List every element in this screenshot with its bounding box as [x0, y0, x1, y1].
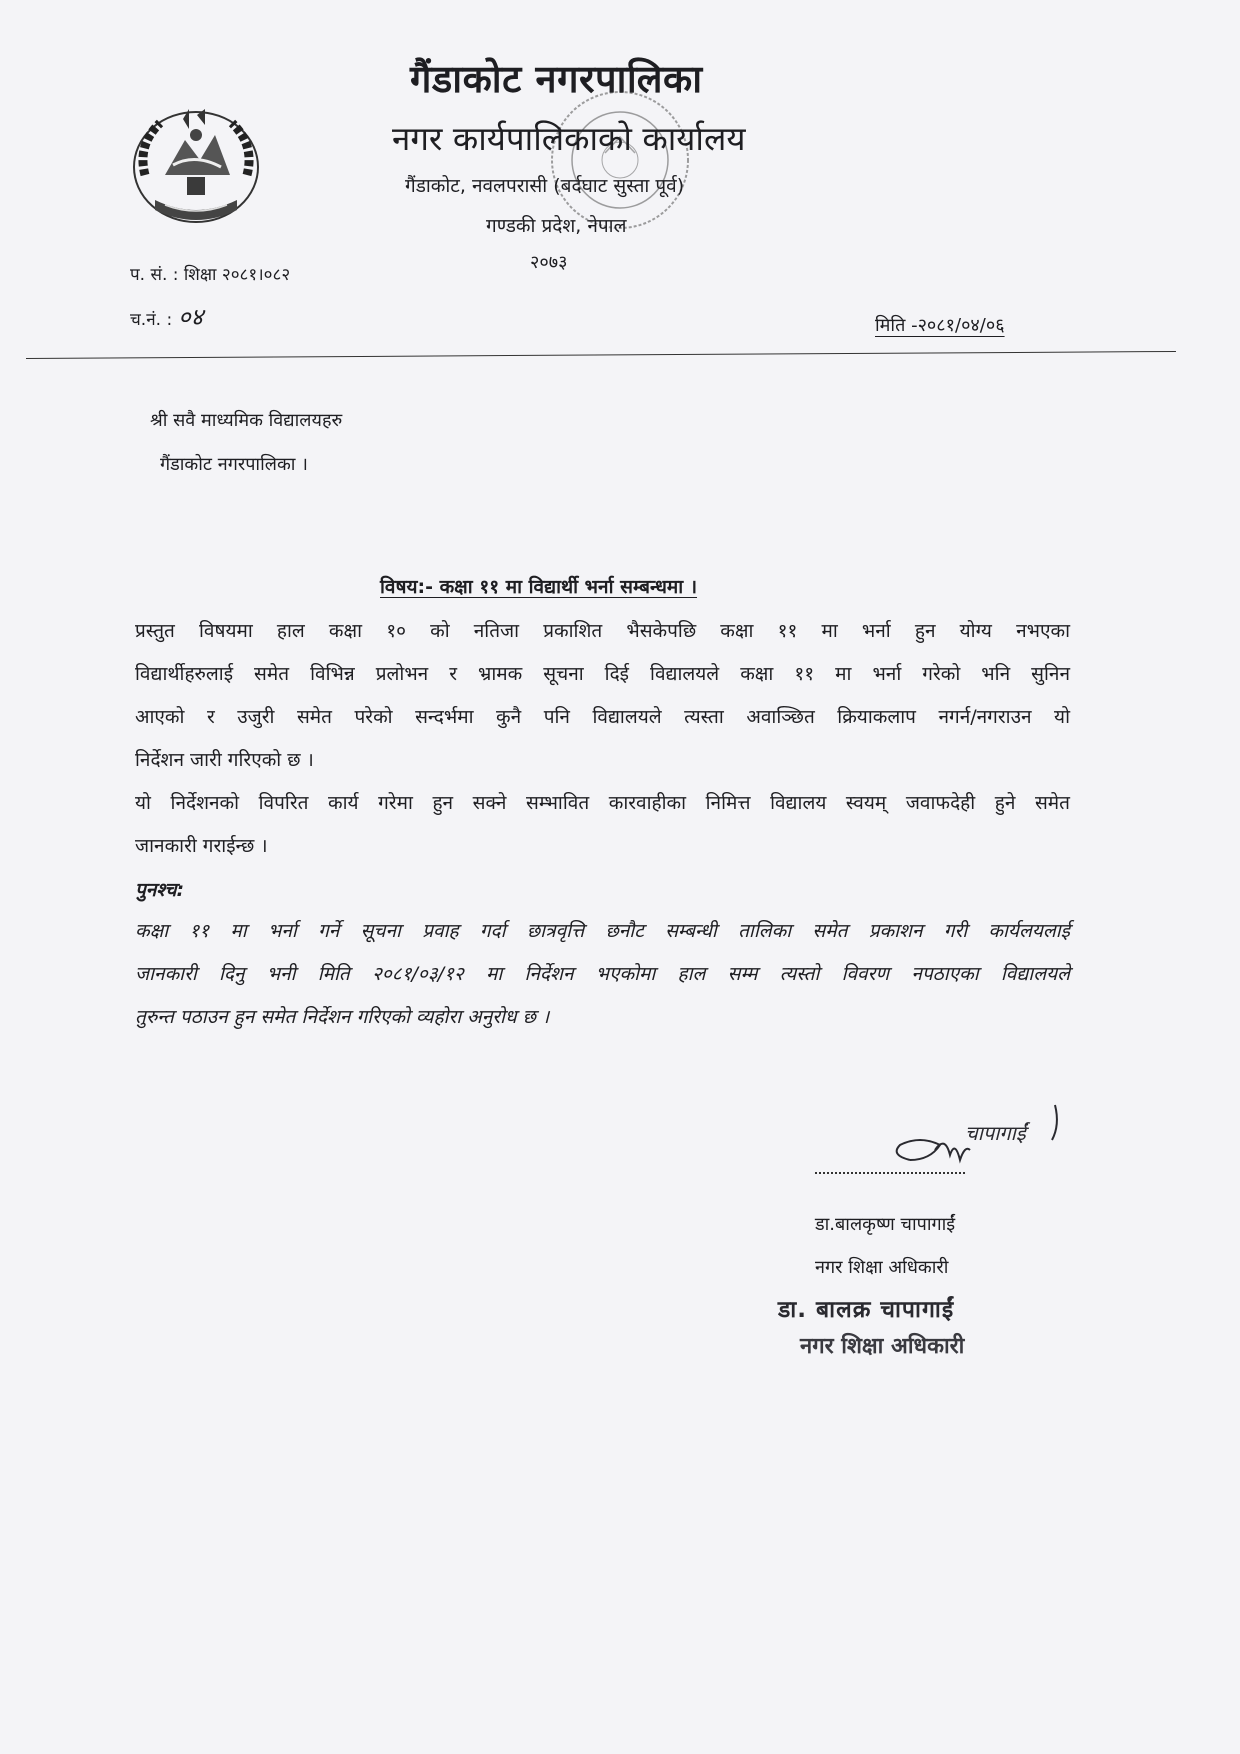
- established-year: २०७३: [530, 252, 568, 273]
- dispatch-value: ०४: [178, 303, 204, 331]
- postscript-line: जानकारी दिनु भनी मिति २०८१/०३/१२ मा निर्देशन भएकोमा हाल सम्म त्यस्तो विवरण नपठाएका विद्यालयले: [135, 963, 1070, 985]
- postscript-line: तुरुन्त पठाउन हुन समेत निर्देशन गरिएको व्यहोरा अनुरोध छ ।: [135, 1006, 550, 1028]
- signer-title: नगर शिक्षा अधिकारी: [815, 1257, 949, 1278]
- nepal-government-emblem-icon: [125, 105, 267, 235]
- stamp-signer-name: डा. बालक्र चापागाईं: [778, 1297, 955, 1323]
- stamp-signer-title: नगर शिक्षा अधिकारी: [800, 1334, 965, 1359]
- body-line: निर्देशन जारी गरिएको छ ।: [135, 749, 314, 771]
- body-line: विद्यार्थीहरुलाई समेत विभिन्न प्रलोभन र भ्रामक सूचना दिई विद्यालयले कक्षा ११ मा भर्ना गरेको भनि सुनिन: [135, 663, 1070, 685]
- body-line: जानकारी गराईन्छ ।: [135, 835, 268, 857]
- dispatch-label: च.नं. :: [130, 310, 173, 330]
- postscript-line: कक्षा ११ मा भर्ना गर्ने सूचना प्रवाह गर्दा छात्रवृत्ति छनौट सम्बन्धी तालिका समेत प्रकाशन गरी कार्यलयलाई: [135, 920, 1070, 942]
- letter-date: मिति -२०८१/०४/०६: [875, 315, 1005, 336]
- recipient-line-1: श्री सवै माध्यमिक विद्यालयहरु: [150, 410, 343, 431]
- body-line: प्रस्तुत विषयमा हाल कक्षा १० को नतिजा प्रकाशित भैसकेपछि कक्षा ११ मा भर्ना हुन योग्य नभएका: [135, 620, 1070, 642]
- letter-body: [135, 610, 1070, 1039]
- office-name: नगर कार्यपालिकाको कार्यालय: [392, 119, 746, 158]
- postscript-heading: पुनश्च:: [135, 879, 185, 901]
- body-line: आएको र उजुरी समेत परेको सन्दर्भमा कुनै पनि विद्यालयले त्यस्ता अवाञ्छित क्रियाकलाप नगर्न/नगराउन यो: [135, 706, 1070, 728]
- signature-line: [815, 1172, 965, 1174]
- body-line: यो निर्देशनको विपरित कार्य गरेमा हुन सक्ने सम्भावित कारवाहीका निमित्त विद्यालय स्वयम् जवाफदेही हुने समेत: [135, 792, 1070, 814]
- signer-name: डा.बालकृष्ण चापागाईं: [815, 1214, 956, 1235]
- office-province: गण्डकी प्रदेश, नेपाल: [486, 215, 627, 237]
- signature-text: चापागाईं: [965, 1121, 1026, 1145]
- recipient-line-2: गैंडाकोट नगरपालिका ।: [160, 454, 308, 475]
- postscript-paragraph: [135, 910, 1070, 1039]
- handwritten-signature: [870, 1100, 1070, 1180]
- municipality-title: गैंडाकोट नगरपालिका: [410, 57, 703, 101]
- header-divider: [26, 351, 1176, 359]
- body-paragraph: [135, 610, 1070, 868]
- letter-subject: विषय:- कक्षा ११ मा विद्यार्थी भर्ना सम्बन्धमा ।: [380, 576, 698, 598]
- dispatch-number: [130, 300, 203, 333]
- office-address: गैंडाकोट, नवलपरासी (बर्दघाट सुस्ता पूर्व): [405, 175, 685, 197]
- letter-reference-number: प. सं. : शिक्षा २०८१।०८२: [130, 265, 291, 285]
